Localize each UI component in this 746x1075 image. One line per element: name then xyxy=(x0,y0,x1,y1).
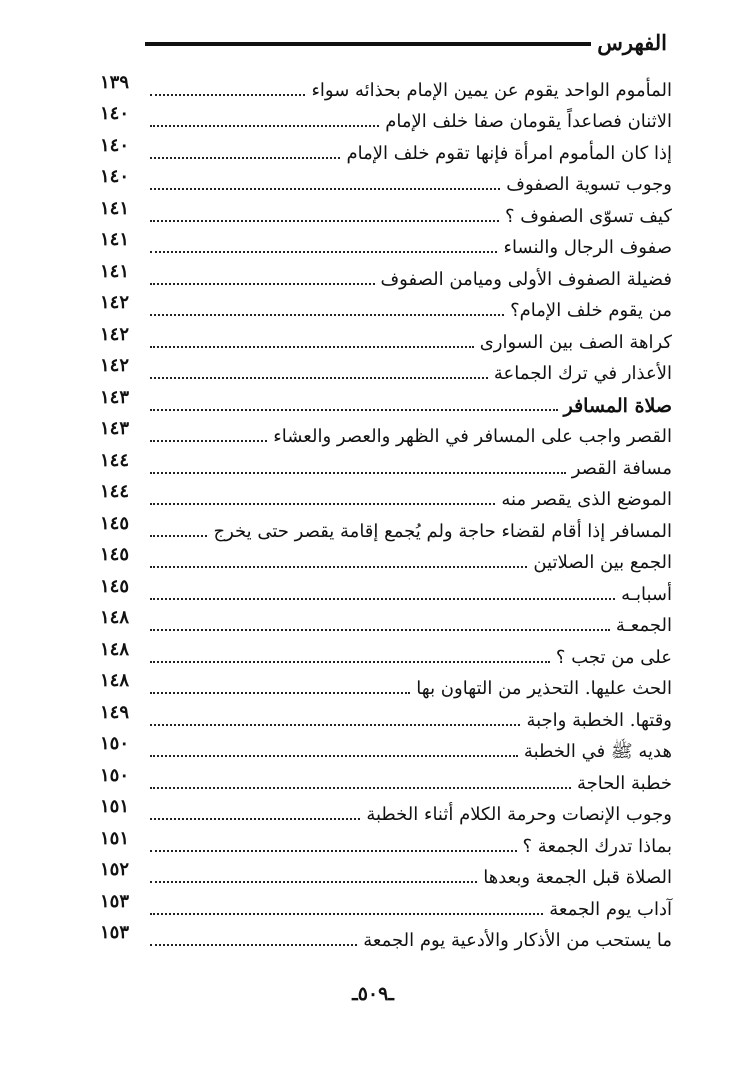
toc-entry-row xyxy=(100,104,672,136)
toc-entry-row xyxy=(100,72,672,104)
toc-entry-title: وقتها. الخطبة واجبة xyxy=(526,709,672,731)
toc-entry-title: وجوب الإنصات وحرمة الكلام أثناء الخطبة xyxy=(366,804,672,825)
toc-section-title: صلاة المسافر xyxy=(563,394,672,417)
toc-entry-row xyxy=(100,419,672,451)
dot-leader xyxy=(150,659,550,663)
toc-entry-title: على من تجب ؟ xyxy=(555,646,672,668)
toc-entry-row xyxy=(100,230,672,262)
toc-entry-title: الاثنان فصاعداً يقومان صفا خلف الإمام xyxy=(385,111,672,132)
toc-page-number: ١٣٩ xyxy=(100,71,130,93)
dot-leader xyxy=(150,596,615,600)
toc-entry-title: مسافة القصر xyxy=(571,457,672,479)
toc-page-number: ١٤٥ xyxy=(100,512,130,534)
page-header xyxy=(145,28,665,58)
dot-leader xyxy=(150,123,379,127)
dot-leader xyxy=(150,407,558,411)
dot-leader xyxy=(150,533,207,537)
toc-page-number: ١٥٢ xyxy=(100,859,130,880)
toc-entry-row xyxy=(100,545,672,577)
toc-entry-row xyxy=(100,482,672,514)
toc-entry-row xyxy=(100,135,672,167)
toc-page-number: ١٤٩ xyxy=(100,701,130,723)
header-rule xyxy=(145,42,657,46)
dot-leader xyxy=(150,627,610,631)
toc-entry-row xyxy=(100,702,672,734)
toc-page-number: ١٤٤ xyxy=(100,481,130,502)
toc-entry-title: الجمع بين الصلاتين xyxy=(533,552,672,573)
toc-page-number: ١٥١ xyxy=(100,827,130,849)
toc-entry-row xyxy=(100,923,672,955)
dot-leader xyxy=(150,438,267,442)
toc-page-number: ١٤١ xyxy=(100,260,130,282)
toc-entry-row xyxy=(100,513,672,545)
toc-entry-row xyxy=(100,576,672,608)
toc-page-number: ١٥٠ xyxy=(100,764,130,786)
dot-leader xyxy=(150,155,340,159)
toc-entry-row xyxy=(100,797,672,829)
toc-entry-title: إذا كان المأموم امرأة فإنها تقوم خلف الإمام xyxy=(346,142,672,164)
toc-page-number: ١٥٣ xyxy=(100,890,130,912)
dot-leader xyxy=(150,911,543,915)
toc-entry-title: الأعذار في ترك الجماعة xyxy=(493,363,672,384)
toc-entry-row xyxy=(100,671,672,703)
dot-leader xyxy=(150,785,571,789)
toc-page-number: ١٤٠ xyxy=(100,134,130,156)
dot-leader xyxy=(150,816,360,820)
dot-leader xyxy=(150,501,495,505)
toc-entry-title: ما يستحب من الأذكار والأدعية يوم الجمعة xyxy=(363,930,672,951)
toc-page-number: ١٤٨ xyxy=(100,670,130,691)
dot-leader xyxy=(150,344,474,348)
toc-page-number: ١٤٥ xyxy=(100,575,130,597)
toc-page-number: ١٤١ xyxy=(100,197,130,219)
toc-page-number: ١٤٨ xyxy=(100,638,130,660)
dot-leader xyxy=(150,375,488,379)
toc-entry-title: الموضع الذى يقصر منه xyxy=(501,489,672,510)
toc-entry-title: المأموم الواحد يقوم عن يمين الإمام بحذائه سواء xyxy=(311,79,672,101)
toc-page-number: ١٤٢ xyxy=(100,323,130,345)
toc-page-number: ١٤٨ xyxy=(100,607,130,628)
dot-leader xyxy=(150,249,497,253)
dot-leader xyxy=(150,879,477,883)
toc-entry-title: الصلاة قبل الجمعة وبعدها xyxy=(483,867,672,888)
toc-entry-title: خطبة الحاجة xyxy=(576,772,672,794)
toc-entry-row xyxy=(100,198,672,230)
toc-entry-row xyxy=(100,293,672,325)
toc-entry-row xyxy=(100,608,672,640)
toc-entry-title: صفوف الرجال والنساء xyxy=(503,237,672,258)
toc-page-number: ١٤٤ xyxy=(100,449,130,471)
toc-entry-title: فضيلة الصفوف الأولى وميامن الصفوف xyxy=(380,268,672,290)
toc-page-number: ١٤٥ xyxy=(100,544,130,565)
toc-entry-row xyxy=(100,450,672,482)
toc-entry-row xyxy=(100,356,672,388)
dot-leader xyxy=(150,281,375,285)
toc-entry-row xyxy=(100,261,672,293)
page-title: الفهرس xyxy=(591,28,667,58)
toc-entry-title: المسافر إذا أقام لقضاء حاجة ولم يُجمع إقامة يقصر حتى يخرج xyxy=(213,520,672,542)
toc-entry-row xyxy=(100,167,672,199)
page-number: ـ٥٠٩ـ xyxy=(352,983,394,1005)
toc-entry-title: كراهة الصف بين السوارى xyxy=(479,331,672,353)
dot-leader xyxy=(150,690,410,694)
toc-entry-title: من يقوم خلف الإمام؟ xyxy=(510,300,672,321)
toc-page-number: ١٤٢ xyxy=(100,355,130,376)
toc-page-number: ١٤٣ xyxy=(100,418,130,439)
dot-leader xyxy=(150,942,357,946)
dot-leader xyxy=(150,564,527,568)
dot-leader xyxy=(150,470,566,474)
toc-entry-row xyxy=(100,828,672,860)
dot-leader xyxy=(150,722,520,726)
toc-section-row xyxy=(100,387,672,419)
toc-page-number: ١٤١ xyxy=(100,229,130,250)
dot-leader xyxy=(150,848,517,852)
toc-page-number: ١٤٣ xyxy=(100,386,130,408)
dot-leader xyxy=(150,312,504,316)
dot-leader xyxy=(150,92,305,96)
table-of-contents xyxy=(100,72,672,954)
dot-leader xyxy=(150,186,500,190)
toc-entry-row xyxy=(100,639,672,671)
toc-entry-row xyxy=(100,765,672,797)
toc-page-number: ١٥١ xyxy=(100,796,130,817)
toc-entry-title: الجمعـة xyxy=(615,615,672,636)
toc-entry-title: بماذا تدرك الجمعة ؟ xyxy=(522,835,672,857)
toc-entry-row xyxy=(100,860,672,892)
dot-leader xyxy=(150,218,499,222)
toc-entry-title: كيف تسوّى الصفوف ؟ xyxy=(505,205,672,227)
toc-entry-title: آداب يوم الجمعة xyxy=(549,898,672,920)
toc-entry-row xyxy=(100,891,672,923)
toc-page-number: ١٥٣ xyxy=(100,922,130,943)
dot-leader xyxy=(150,753,518,757)
toc-page-number: ١٤٢ xyxy=(100,292,130,313)
toc-entry-title: أسبابـه xyxy=(621,583,672,605)
toc-page-number: ١٤٠ xyxy=(100,103,130,124)
toc-page-number: ١٤٠ xyxy=(100,166,130,187)
toc-page-number: ١٥٠ xyxy=(100,733,130,754)
toc-entry-title: هديه ﷺ في الخطبة xyxy=(523,741,672,762)
toc-entry-title: الحث عليها. التحذير من التهاون بها xyxy=(416,678,672,699)
toc-entry-title: وجوب تسوية الصفوف xyxy=(506,174,672,195)
toc-entry-row xyxy=(100,734,672,766)
toc-entry-title: القصر واجب على المسافر في الظهر والعصر والعشاء xyxy=(273,426,672,447)
toc-entry-row xyxy=(100,324,672,356)
